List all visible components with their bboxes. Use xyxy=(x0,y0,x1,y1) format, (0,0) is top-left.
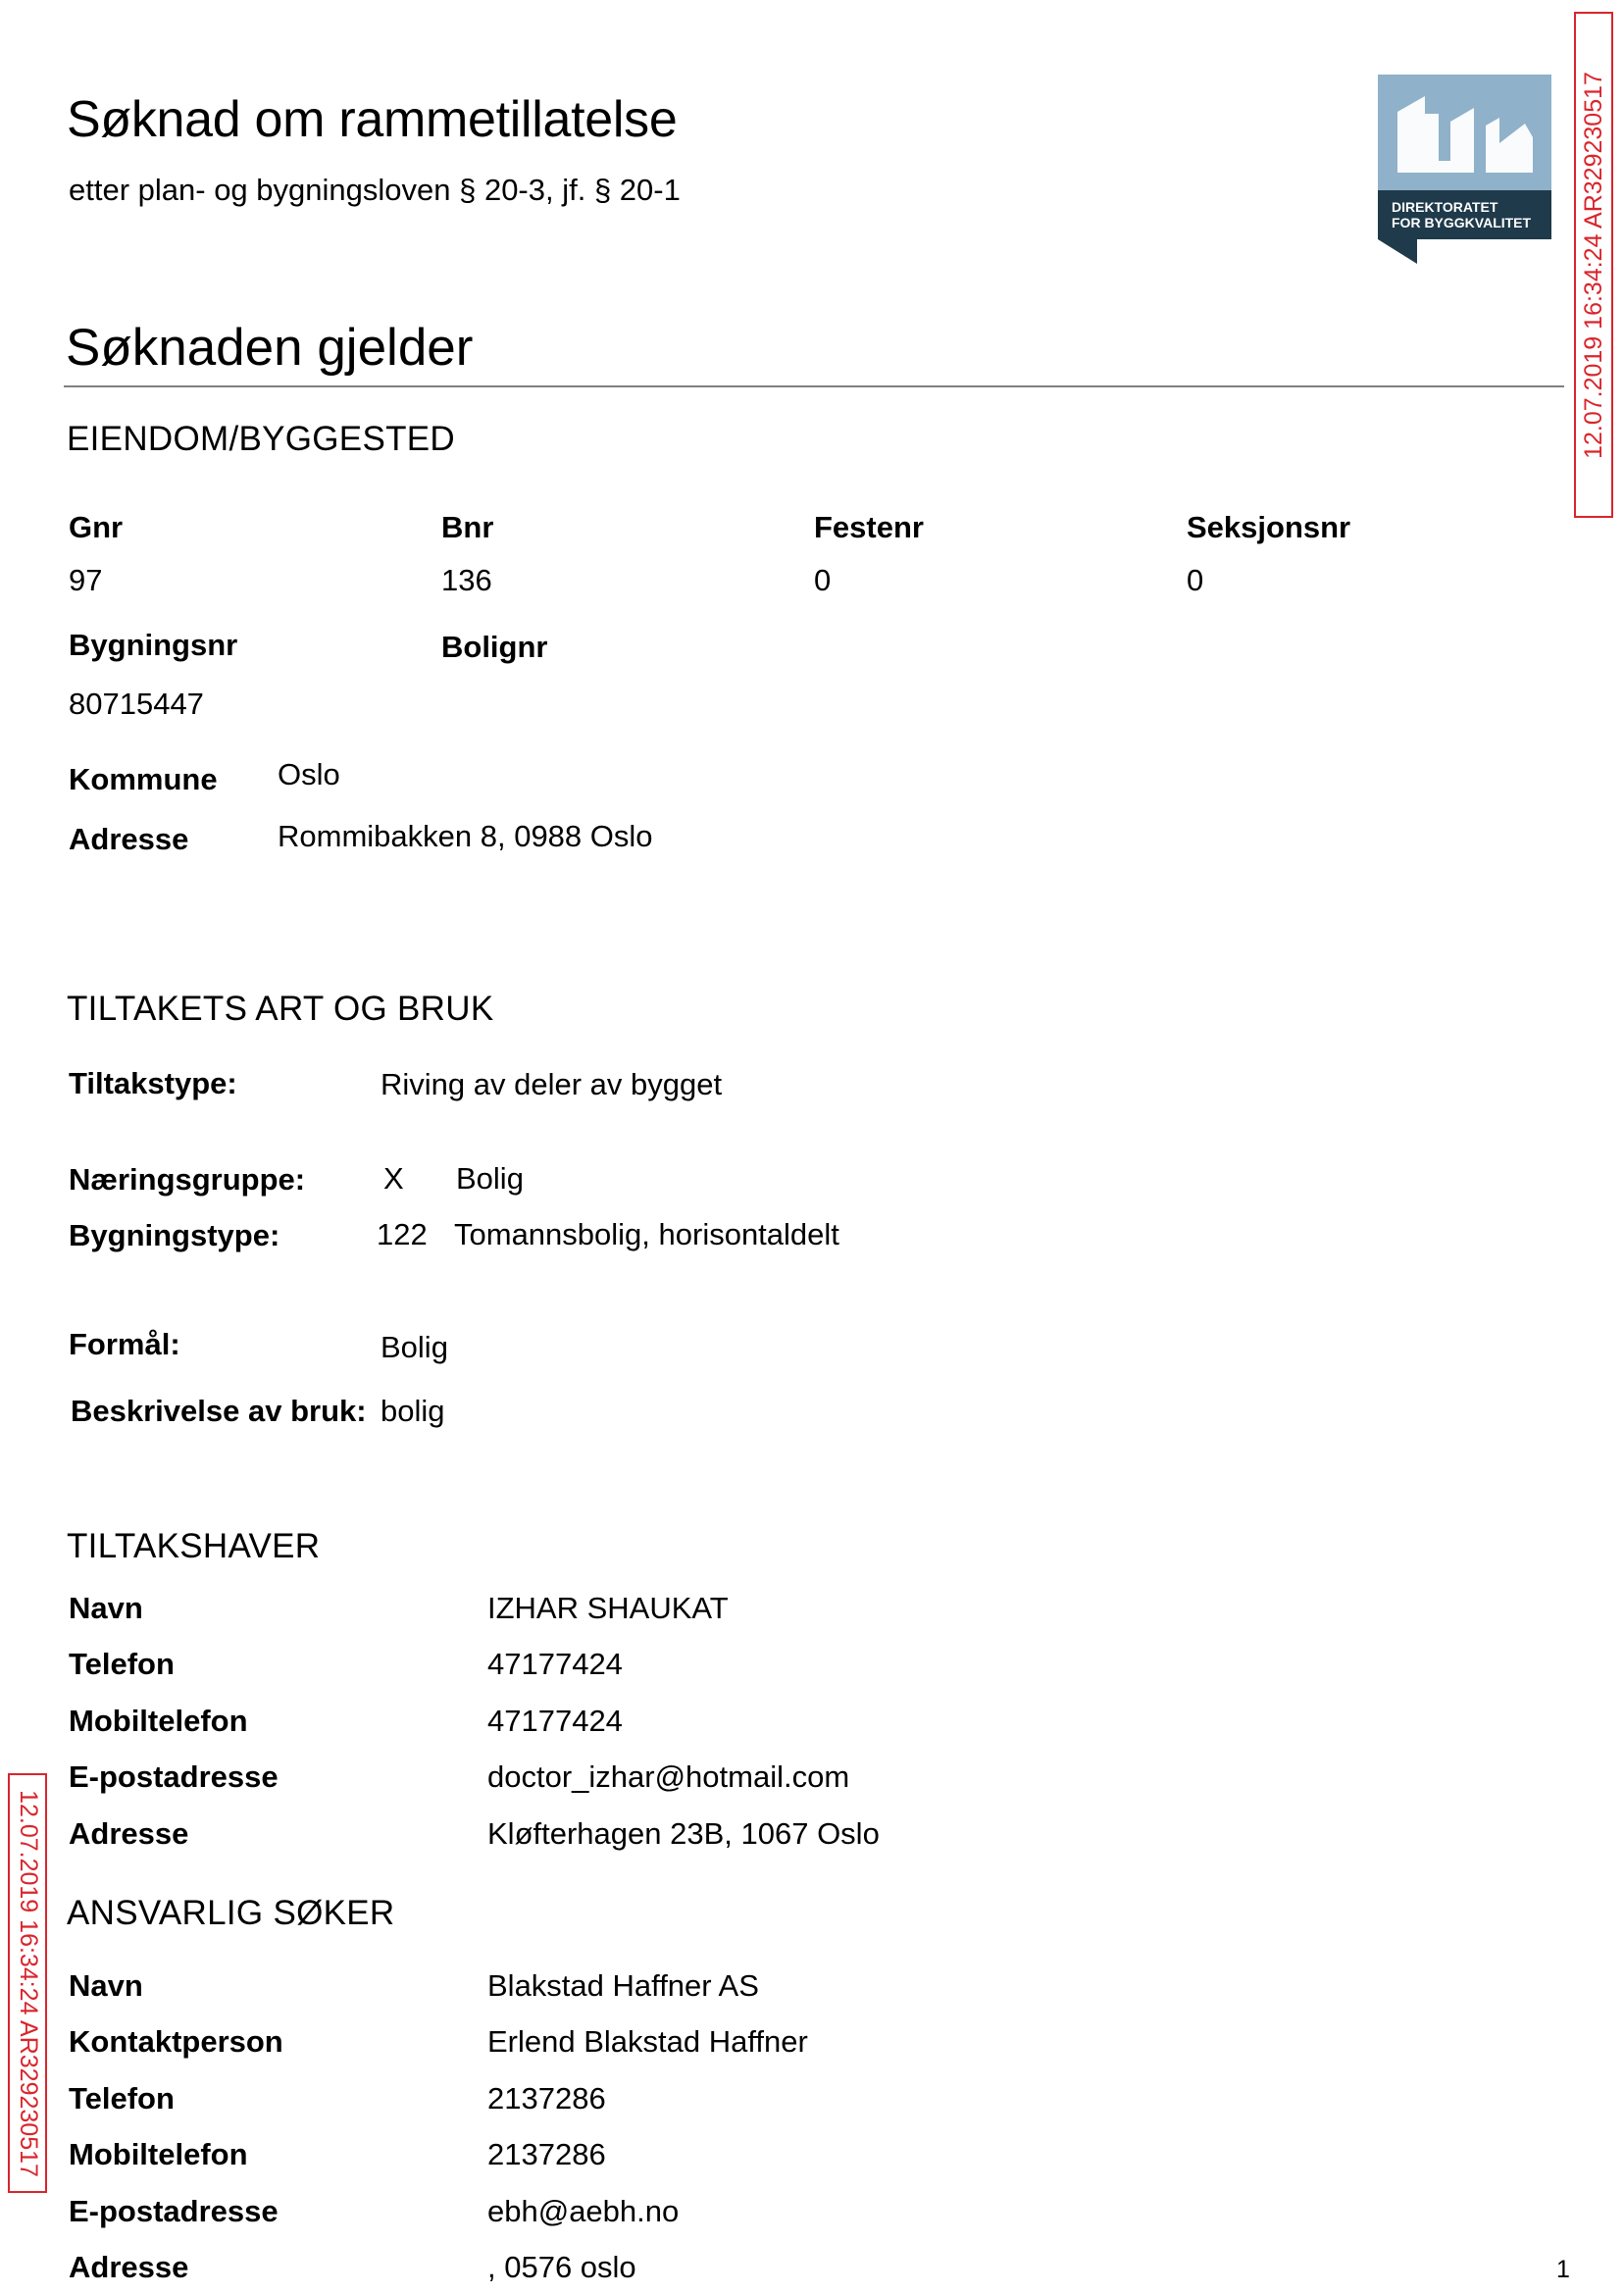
date-stamp-right xyxy=(1574,12,1613,518)
bnr-value: 136 xyxy=(441,563,492,597)
bygningstype-value: Tomannsbolig, horisontaldelt xyxy=(454,1217,839,1251)
tiltakstype-label: Tiltakstype: xyxy=(69,1066,237,1100)
applicant-contact-label: Kontaktperson xyxy=(69,2024,283,2059)
applicant-address-label: Adresse xyxy=(69,2250,189,2284)
logo-text-line1: DIREKTORATET xyxy=(1392,199,1498,215)
owner-address-label: Adresse xyxy=(69,1816,189,1851)
property-address-value: Rommibakken 8, 0988 Oslo xyxy=(278,819,653,853)
naeringsgruppe-label: Næringsgruppe: xyxy=(69,1162,306,1197)
date-stamp-left-text: 12.07.2019 16:34:24 AR329230517 xyxy=(14,1789,42,2177)
beskrivelse-label: Beskrivelse av bruk: xyxy=(71,1394,367,1428)
applicant-contact-value: Erlend Blakstad Haffner xyxy=(487,2024,808,2059)
applicant-mobile-value: 2137286 xyxy=(487,2137,606,2171)
property-heading: EIENDOM/BYGGESTED xyxy=(67,420,455,458)
date-stamp-left xyxy=(8,1773,47,2193)
seksjonsnr-label: Seksjonsnr xyxy=(1187,510,1351,544)
gnr-label: Gnr xyxy=(69,510,124,544)
date-stamp-right-text: 12.07.2019 16:34:24 AR329230517 xyxy=(1579,71,1607,459)
heading-divider xyxy=(64,385,1564,387)
tiltakstype-value: Riving av deler av bygget xyxy=(381,1067,723,1101)
owner-heading: TILTAKSHAVER xyxy=(67,1527,321,1565)
gnr-value: 97 xyxy=(69,563,103,597)
applicant-email-value: ebh@aebh.no xyxy=(487,2194,680,2228)
applicant-name-value: Blakstad Haffner AS xyxy=(487,1968,759,2003)
applicant-name-label: Navn xyxy=(69,1968,143,2003)
naeringsgruppe-code: X xyxy=(383,1161,404,1196)
bygningsnr-value: 80715447 xyxy=(69,687,204,721)
kommune-value: Oslo xyxy=(278,757,340,791)
owner-mobile-value: 47177424 xyxy=(487,1704,623,1738)
measure-heading: TILTAKETS ART OG BRUK xyxy=(67,990,494,1028)
formal-label: Formål: xyxy=(69,1327,180,1361)
owner-name-value: IZHAR SHAUKAT xyxy=(487,1591,729,1625)
applicant-phone-label: Telefon xyxy=(69,2081,175,2116)
applicant-mobile-label: Mobiltelefon xyxy=(69,2137,248,2171)
festenr-label: Festenr xyxy=(814,510,924,544)
dibk-logo xyxy=(1378,75,1551,264)
naeringsgruppe-value: Bolig xyxy=(456,1161,524,1196)
applicant-heading: ANSVARLIG SØKER xyxy=(67,1894,395,1932)
bolignr-label: Bolignr xyxy=(441,630,548,664)
bygningstype-code: 122 xyxy=(377,1217,428,1251)
document-title: Søknad om rammetillatelse xyxy=(67,91,678,148)
beskrivelse-value: bolig xyxy=(381,1394,445,1428)
seksjonsnr-value: 0 xyxy=(1187,563,1204,597)
owner-email-value: doctor_izhar@hotmail.com xyxy=(487,1759,850,1794)
applicant-email-label: E-postadresse xyxy=(69,2194,279,2228)
bygningstype-label: Bygningstype: xyxy=(69,1218,280,1252)
owner-email-label: E-postadresse xyxy=(69,1759,279,1794)
owner-phone-value: 47177424 xyxy=(487,1647,623,1681)
property-address-label: Adresse xyxy=(69,822,189,856)
applicant-address-value: , 0576 oslo xyxy=(487,2250,636,2284)
logo-text-line2: FOR BYGGKVALITET xyxy=(1392,215,1532,230)
festenr-value: 0 xyxy=(814,563,832,597)
bygningsnr-label: Bygningsnr xyxy=(69,628,238,662)
page-number: 1 xyxy=(1556,2256,1570,2283)
applicant-phone-value: 2137286 xyxy=(487,2081,606,2116)
formal-value: Bolig xyxy=(381,1330,448,1364)
kommune-label: Kommune xyxy=(69,762,218,796)
owner-name-label: Navn xyxy=(69,1591,143,1625)
owner-address-value: Kløfterhagen 23B, 1067 Oslo xyxy=(487,1816,880,1851)
owner-mobile-label: Mobiltelefon xyxy=(69,1704,248,1738)
owner-phone-label: Telefon xyxy=(69,1647,175,1681)
document-subtitle: etter plan- og bygningsloven § 20-3, jf. § 20-1 xyxy=(69,173,681,207)
bnr-label: Bnr xyxy=(441,510,494,544)
section-heading-applies: Søknaden gjelder xyxy=(66,319,474,377)
